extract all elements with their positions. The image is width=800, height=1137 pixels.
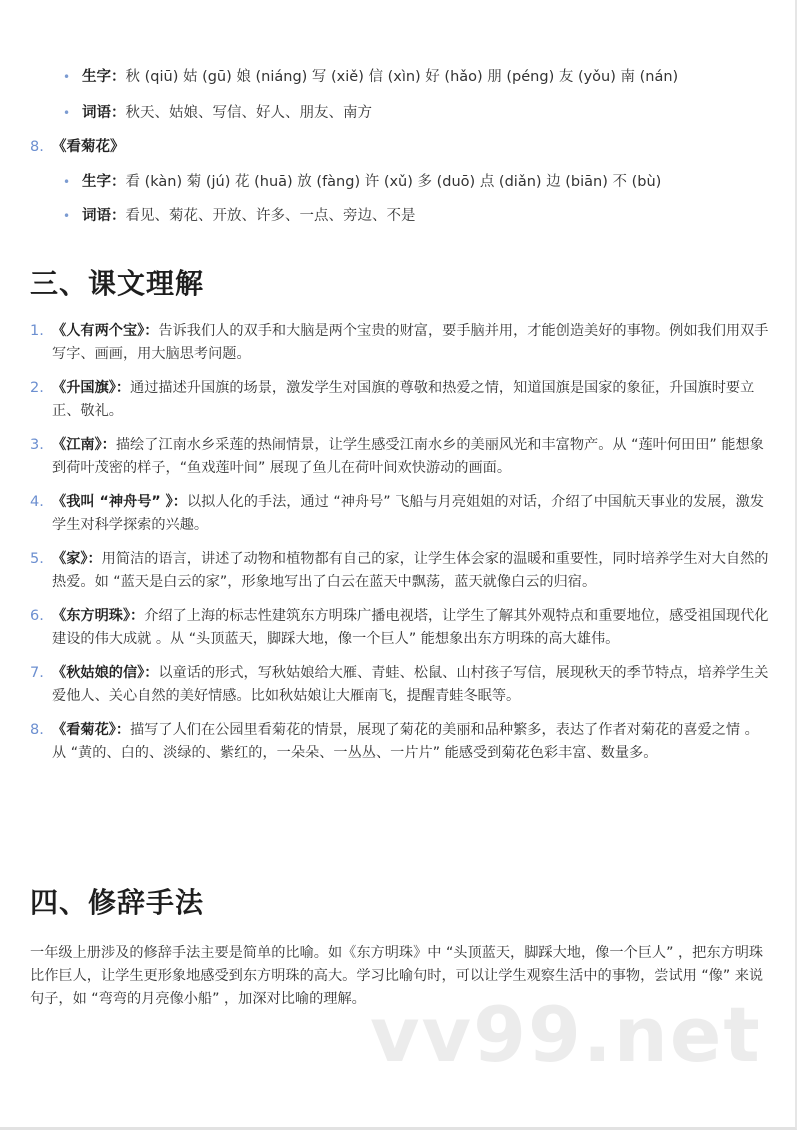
- vocab-item-shengzi: • 生字：看 (kàn) 菊 (jú) 花 (huā) 放 (fàng) 许 (xǔ) 多 (duō) 点 (diǎn) 边 (biān) 不 (bù): [30, 171, 770, 193]
- list-number: 6.: [30, 608, 44, 624]
- section-heading-understanding: 三、课文理解: [30, 267, 205, 300]
- understanding-list: [30, 320, 770, 765]
- lesson8-vocab-list: [30, 171, 770, 227]
- bullet-icon: •: [63, 70, 71, 84]
- lesson-title: 《东方明珠》: [52, 608, 131, 624]
- list-number: 8.: [30, 139, 44, 155]
- bullet-icon: •: [63, 175, 71, 189]
- vocab-label: 生字: [82, 174, 111, 190]
- item-text: 介绍了上海的标志性建筑东方明珠广播电视塔，让学生了解其外观特点和重要地位，感受祖国现代化建设的伟大成就 。从 “头顶蓝天，脚踩大地，像一个巨人” 能想象出东方明珠的高大雄伟。: [52, 608, 769, 647]
- bullet-icon: •: [63, 209, 71, 223]
- list-number: 3.: [30, 437, 44, 453]
- vocab-text: 看见、菊花、开放、许多、一点、旁边、不是: [125, 208, 416, 224]
- understanding-item: 4. 《我叫 “神舟号” 》：以拟人化的手法，通过 “神舟号” 飞船与月亮姐姐的对话，介绍了中国航天事业的发展，激发学生对科学探索的兴趣。: [30, 491, 770, 537]
- vocab-label: 词语: [82, 105, 111, 121]
- lesson-title: 《看菊花》: [52, 722, 116, 738]
- vocab-text: 秋 (qiū) 姑 (gū) 娘 (niáng) 写 (xiě) 信 (xìn) 好 (hǎo) 朋 (péng) 友 (yǒu) 南 (nán): [125, 69, 679, 85]
- list-number: 8.: [30, 722, 44, 738]
- rhetoric-paragraph: 一年级上册涉及的修辞手法主要是简单的比喻。如《东方明珠》中 “头顶蓝天，脚踩大地，像一个巨人” ，把东方明珠比作巨人，让学生更形象地感受到东方明珠的高大。学习比喻句时，可以让学生观察生活中的事物，尝试用 “像” 来说句子，如 “弯弯的月亮像小船” ，加深对比喻的理解。: [30, 945, 764, 1007]
- lesson7-vocab-list: [30, 66, 770, 124]
- lesson-title: 《人有两个宝》: [52, 323, 145, 339]
- understanding-item: 6. 《东方明珠》：介绍了上海的标志性建筑东方明珠广播电视塔，让学生了解其外观特点和重要地位，感受祖国现代化建设的伟大成就 。从 “头顶蓝天，脚踩大地，像一个巨人” 能想象出东方明珠的高大雄伟。: [30, 605, 770, 651]
- bullet-icon: •: [63, 106, 71, 120]
- item-text: 通过描述升国旗的场景，激发学生对国旗的尊敬和热爱之情，知道国旗是国家的象征，升国旗时要立正、敬礼。: [52, 380, 755, 419]
- understanding-item: 1. 《人有两个宝》：告诉我们人的双手和大脑是两个宝贵的财富，要手脑并用，才能创造美好的事物。例如我们用双手写字、画画，用大脑思考问题。: [30, 320, 770, 366]
- watermark-text: vv99.net: [370, 990, 762, 1079]
- vocab-text: 秋天、姑娘、写信、好人、朋友、南方: [125, 105, 372, 121]
- lesson-title: 《家》: [52, 551, 88, 567]
- vocab-label: 词语: [82, 208, 111, 224]
- vocab-item-shengzi: • 生字：秋 (qiū) 姑 (gū) 娘 (niáng) 写 (xiě) 信 (xìn) 好 (hǎo) 朋 (péng) 友 (yǒu) 南 (nán): [30, 66, 770, 88]
- item-text: 用简洁的语言，讲述了动物和植物都有自己的家，让学生体会家的温暖和重要性，同时培养学生对大自然的热爱。如 “蓝天是白云的家”，形象地写出了白云在蓝天中飘荡，蓝天就像白云的归宿。: [52, 551, 769, 590]
- understanding-item: 5. 《家》：用简洁的语言，讲述了动物和植物都有自己的家，让学生体会家的温暖和重要性，同时培养学生对大自然的热爱。如 “蓝天是白云的家”，形象地写出了白云在蓝天中飘荡，蓝天就像白云的归宿。: [30, 548, 770, 594]
- vocab-item-ciyu: • 词语：看见、菊花、开放、许多、一点、旁边、不是: [30, 205, 770, 227]
- lesson8-heading: [30, 136, 125, 158]
- list-number: 7.: [30, 665, 44, 681]
- list-number: 5.: [30, 551, 44, 567]
- list-number: 1.: [30, 323, 44, 339]
- vocab-text: 看 (kàn) 菊 (jú) 花 (huā) 放 (fàng) 许 (xǔ) 多 (duō) 点 (diǎn) 边 (biān) 不 (bù): [125, 174, 662, 190]
- list-number: 2.: [30, 380, 44, 396]
- lesson-title: 《秋姑娘的信》: [52, 665, 145, 681]
- lesson-title: 《升国旗》: [52, 380, 116, 396]
- item-text: 告诉我们人的双手和大脑是两个宝贵的财富，要手脑并用，才能创造美好的事物。例如我们用双手写字、画画，用大脑思考问题。: [52, 323, 769, 362]
- lesson-title: 《江南》: [52, 437, 102, 453]
- list-number: 4.: [30, 494, 44, 510]
- vocab-item-ciyu: • 词语：秋天、姑娘、写信、好人、朋友、南方: [30, 102, 770, 124]
- item-text: 以童话的形式，写秋姑娘给大雁、青蛙、松鼠、山村孩子写信，展现秋天的季节特点，培养学生关爱他人、关心自然的美好情感。比如秋姑娘让大雁南飞，提醒青蛙冬眠等。: [52, 665, 769, 704]
- lesson-title: 《我叫 “神舟号” 》: [52, 494, 173, 510]
- item-text: 以拟人化的手法，通过 “神舟号” 飞船与月亮姐姐的对话，介绍了中国航天事业的发展，激发学生对科学探索的兴趣。: [52, 494, 764, 533]
- understanding-item: 8. 《看菊花》：描写了人们在公园里看菊花的情景，展现了菊花的美丽和品种繁多，表达了作者对菊花的喜爱之情 。从 “黄的、白的、淡绿的、紫红的，一朵朵、一丛丛、一片片” 能感受到菊花色彩丰富、数量多。: [30, 719, 770, 765]
- lesson-title: 《看菊花》: [52, 139, 125, 155]
- understanding-item: 3. 《江南》：描绘了江南水乡采莲的热闹情景，让学生感受江南水乡的美丽风光和丰富物产。从 “莲叶何田田” 能想象到荷叶茂密的样子，“鱼戏莲叶间” 展现了鱼儿在荷叶间欢快游动的画面。: [30, 434, 770, 480]
- understanding-item: 7. 《秋姑娘的信》：以童话的形式，写秋姑娘给大雁、青蛙、松鼠、山村孩子写信，展现秋天的季节特点，培养学生关爱他人、关心自然的美好情感。比如秋姑娘让大雁南飞，提醒青蛙冬眠等。: [30, 662, 770, 708]
- item-text: 描写了人们在公园里看菊花的情景，展现了菊花的美丽和品种繁多，表达了作者对菊花的喜爱之情 。从 “黄的、白的、淡绿的、紫红的，一朵朵、一丛丛、一片片” 能感受到菊花色彩丰富、数量多。: [52, 722, 759, 761]
- section-heading-rhetoric: 四、修辞手法: [30, 886, 205, 919]
- understanding-item: 2. 《升国旗》：通过描述升国旗的场景，激发学生对国旗的尊敬和热爱之情，知道国旗是国家的象征，升国旗时要立正、敬礼。: [30, 377, 770, 423]
- vocab-label: 生字: [82, 69, 111, 85]
- item-text: 描绘了江南水乡采莲的热闹情景，让学生感受江南水乡的美丽风光和丰富物产。从 “莲叶何田田” 能想象到荷叶茂密的样子，“鱼戏莲叶间” 展现了鱼儿在荷叶间欢快游动的画面。: [52, 437, 764, 476]
